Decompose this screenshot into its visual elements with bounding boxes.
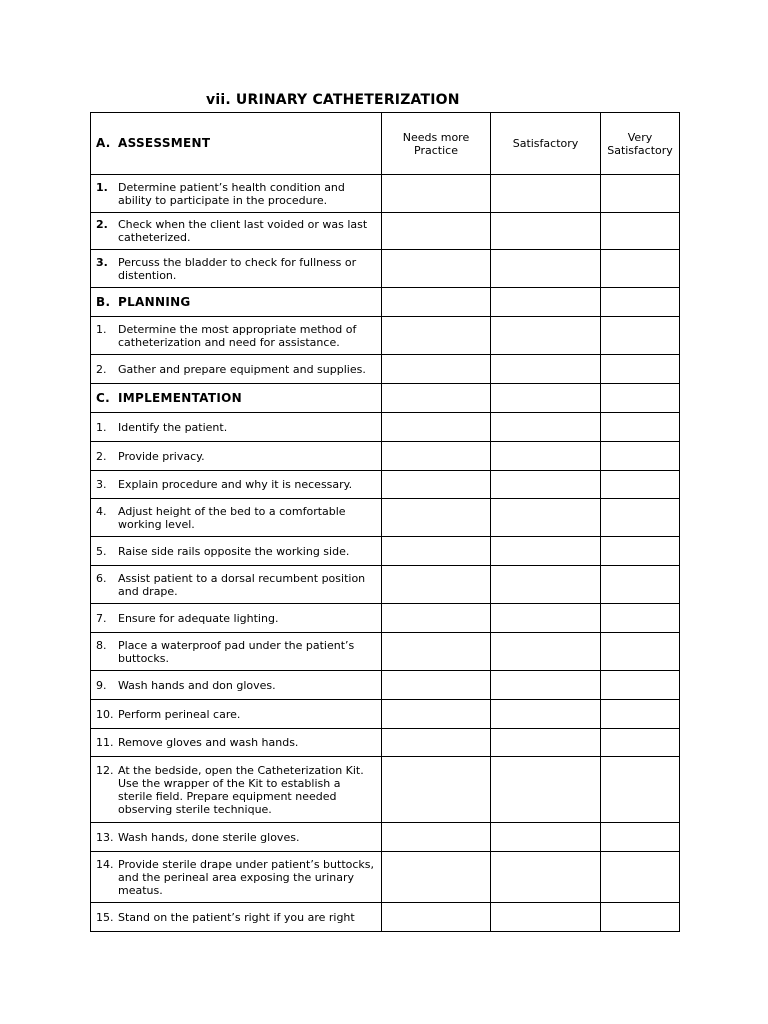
rating-cell-very-satisfactory[interactable]	[601, 471, 680, 499]
step-text: Determine the most appropriate method of catheterization and need for assistance.	[118, 322, 357, 349]
step-number: 7.	[96, 611, 107, 625]
section-empty-cell	[601, 384, 680, 413]
rating-cell-needs-more-practice[interactable]	[382, 633, 491, 671]
step-text: Identify the patient.	[118, 420, 228, 434]
rating-cell-very-satisfactory[interactable]	[601, 852, 680, 903]
step-number: 8.	[96, 638, 107, 652]
step-description	[91, 700, 382, 729]
step-description	[91, 633, 382, 671]
step-text: Ensure for adequate lighting.	[118, 611, 279, 625]
step-number: 1.	[96, 180, 108, 194]
step-number: 9.	[96, 678, 107, 692]
step-description	[91, 499, 382, 537]
step-number: 1.	[96, 322, 107, 336]
rating-cell-satisfactory[interactable]	[491, 471, 601, 499]
rating-cell-needs-more-practice[interactable]	[382, 413, 491, 442]
step-number: 10.	[96, 707, 114, 721]
step-number: 1.	[96, 420, 107, 434]
table-row	[91, 413, 680, 442]
step-description	[91, 250, 382, 288]
table-row	[91, 604, 680, 633]
step-text: Provide privacy.	[118, 449, 205, 463]
step-text: Gather and prepare equipment and supplies.	[118, 362, 366, 376]
rating-cell-very-satisfactory[interactable]	[601, 757, 680, 823]
rating-cell-very-satisfactory[interactable]	[601, 250, 680, 288]
step-text: Raise side rails opposite the working side.	[118, 544, 350, 558]
rating-cell-satisfactory[interactable]	[491, 175, 601, 213]
rating-cell-very-satisfactory[interactable]	[601, 213, 680, 250]
rating-cell-needs-more-practice[interactable]	[382, 499, 491, 537]
section-title-cell	[91, 384, 382, 413]
page-title: vii. URINARY CATHETERIZATION	[206, 92, 460, 108]
rating-cell-very-satisfactory[interactable]	[601, 633, 680, 671]
step-text: Provide sterile drape under patient’s buttocks, and the perineal area exposing the urinary meatus.	[118, 857, 375, 897]
rating-cell-needs-more-practice[interactable]	[382, 671, 491, 700]
step-text: Perform perineal care.	[118, 707, 241, 721]
step-text: Adjust height of the bed to a comfortable working level.	[118, 504, 346, 531]
rating-cell-satisfactory[interactable]	[491, 852, 601, 903]
section-letter: C.	[96, 390, 110, 405]
rating-cell-very-satisfactory[interactable]	[601, 700, 680, 729]
rating-cell-needs-more-practice[interactable]	[382, 537, 491, 566]
column-header-very-satisfactory: Very Satisfactory	[601, 113, 680, 175]
section-label: IMPLEMENTATION	[118, 390, 242, 405]
rating-cell-needs-more-practice[interactable]	[382, 213, 491, 250]
step-description	[91, 671, 382, 700]
step-description	[91, 213, 382, 250]
step-description	[91, 355, 382, 384]
rating-cell-very-satisfactory[interactable]	[601, 175, 680, 213]
step-number: 3.	[96, 478, 107, 491]
table-row	[91, 250, 680, 288]
rating-cell-satisfactory[interactable]	[491, 823, 601, 852]
step-number: 11.	[96, 736, 114, 749]
rating-cell-satisfactory[interactable]	[491, 566, 601, 604]
section-empty-cell	[382, 384, 491, 413]
table-row	[91, 317, 680, 355]
rating-cell-needs-more-practice[interactable]	[382, 355, 491, 384]
step-text: At the bedside, open the Catheterization Kit. Use the wrapper of the Kit to establish a sterile field. Prepare equipment needed observing sterile technique.	[118, 763, 364, 816]
rating-cell-satisfactory[interactable]	[491, 604, 601, 633]
step-description	[91, 566, 382, 604]
step-number: 4.	[96, 504, 107, 518]
section-header-planning	[91, 288, 680, 317]
step-text: Place a waterproof pad under the patient’s buttocks.	[118, 638, 355, 665]
rating-cell-satisfactory[interactable]	[491, 355, 601, 384]
rating-cell-very-satisfactory[interactable]	[601, 499, 680, 537]
section-empty-cell	[491, 288, 601, 317]
rating-cell-satisfactory[interactable]	[491, 213, 601, 250]
rating-cell-satisfactory[interactable]	[491, 757, 601, 823]
section-empty-cell	[491, 384, 601, 413]
header-row	[91, 113, 680, 175]
rating-cell-very-satisfactory[interactable]	[601, 671, 680, 700]
step-description	[91, 823, 382, 852]
rating-cell-satisfactory[interactable]	[491, 671, 601, 700]
section-letter: A.	[96, 136, 111, 150]
section-header-implementation	[91, 384, 680, 413]
step-text: Check when the client last voided or was last catheterized.	[118, 218, 368, 244]
rating-cell-satisfactory[interactable]	[491, 413, 601, 442]
step-description	[91, 471, 382, 499]
step-description	[91, 537, 382, 566]
column-header-needs-more-practice: Needs more Practice	[382, 113, 491, 175]
rating-cell-very-satisfactory[interactable]	[601, 537, 680, 566]
rating-cell-very-satisfactory[interactable]	[601, 566, 680, 604]
step-number: 2.	[96, 218, 108, 231]
section-letter: B.	[96, 294, 111, 309]
step-description	[91, 442, 382, 471]
step-text: Determine patient’s health condition and ability to participate in the procedure.	[118, 180, 345, 207]
rating-cell-needs-more-practice[interactable]	[382, 250, 491, 288]
rating-cell-satisfactory[interactable]	[491, 633, 601, 671]
table-row	[91, 823, 680, 852]
step-text: Wash hands and don gloves.	[118, 678, 276, 692]
column-header-satisfactory: Satisfactory	[491, 113, 601, 175]
table-row	[91, 499, 680, 537]
rating-cell-satisfactory[interactable]	[491, 903, 601, 932]
rating-cell-very-satisfactory[interactable]	[601, 903, 680, 932]
step-text: Percuss the bladder to check for fullness or distention.	[118, 255, 357, 282]
step-description	[91, 413, 382, 442]
step-number: 12.	[96, 763, 114, 777]
table-row	[91, 442, 680, 471]
checklist-table	[90, 112, 680, 932]
rating-cell-needs-more-practice[interactable]	[382, 852, 491, 903]
table-row	[91, 671, 680, 700]
step-number: 2.	[96, 362, 107, 376]
table-row	[91, 471, 680, 499]
rating-cell-needs-more-practice[interactable]	[382, 903, 491, 932]
step-description	[91, 317, 382, 355]
step-text: Assist patient to a dorsal recumbent position and drape.	[118, 571, 366, 598]
table-row	[91, 633, 680, 671]
table-row	[91, 537, 680, 566]
step-text: Stand on the patient’s right if you are right	[118, 910, 355, 924]
rating-cell-needs-more-practice[interactable]	[382, 757, 491, 823]
step-description	[91, 175, 382, 213]
step-description	[91, 729, 382, 757]
section-empty-cell	[382, 288, 491, 317]
table-row	[91, 213, 680, 250]
step-number: 13.	[96, 830, 114, 844]
rating-cell-satisfactory[interactable]	[491, 700, 601, 729]
table-row	[91, 355, 680, 384]
rating-cell-very-satisfactory[interactable]	[601, 317, 680, 355]
step-number: 2.	[96, 449, 107, 463]
rating-cell-satisfactory[interactable]	[491, 729, 601, 757]
rating-cell-needs-more-practice[interactable]	[382, 566, 491, 604]
rating-cell-very-satisfactory[interactable]	[601, 442, 680, 471]
rating-cell-satisfactory[interactable]	[491, 317, 601, 355]
rating-cell-very-satisfactory[interactable]	[601, 413, 680, 442]
rating-cell-needs-more-practice[interactable]	[382, 729, 491, 757]
table-row	[91, 852, 680, 903]
rating-cell-needs-more-practice[interactable]	[382, 700, 491, 729]
step-number: 6.	[96, 571, 107, 585]
rating-cell-very-satisfactory[interactable]	[601, 604, 680, 633]
rating-cell-needs-more-practice[interactable]	[382, 823, 491, 852]
step-number: 14.	[96, 857, 114, 871]
rating-cell-needs-more-practice[interactable]	[382, 317, 491, 355]
step-number: 15.	[96, 910, 114, 924]
section-empty-cell	[601, 288, 680, 317]
step-number: 3.	[96, 255, 108, 269]
step-text: Wash hands, done sterile gloves.	[118, 830, 300, 844]
step-description	[91, 757, 382, 823]
rating-cell-needs-more-practice[interactable]	[382, 442, 491, 471]
table-row	[91, 566, 680, 604]
section-label: ASSESSMENT	[118, 136, 211, 150]
step-text: Remove gloves and wash hands.	[118, 736, 299, 749]
table-row	[91, 903, 680, 932]
rating-cell-satisfactory[interactable]	[491, 537, 601, 566]
rating-cell-needs-more-practice[interactable]	[382, 471, 491, 499]
rating-cell-satisfactory[interactable]	[491, 250, 601, 288]
rating-cell-needs-more-practice[interactable]	[382, 175, 491, 213]
table-row	[91, 700, 680, 729]
rating-cell-satisfactory[interactable]	[491, 499, 601, 537]
rating-cell-very-satisfactory[interactable]	[601, 355, 680, 384]
section-title-cell	[91, 288, 382, 317]
step-number: 5.	[96, 544, 107, 558]
rating-cell-satisfactory[interactable]	[491, 442, 601, 471]
section-label: PLANNING	[118, 294, 191, 309]
table-row	[91, 757, 680, 823]
step-text: Explain procedure and why it is necessary.	[118, 478, 353, 491]
table-row	[91, 729, 680, 757]
rating-cell-very-satisfactory[interactable]	[601, 823, 680, 852]
step-description	[91, 852, 382, 903]
step-description	[91, 604, 382, 633]
table-row	[91, 175, 680, 213]
rating-cell-very-satisfactory[interactable]	[601, 729, 680, 757]
rating-cell-needs-more-practice[interactable]	[382, 604, 491, 633]
section-header-assessment	[91, 113, 382, 175]
step-description	[91, 903, 382, 932]
